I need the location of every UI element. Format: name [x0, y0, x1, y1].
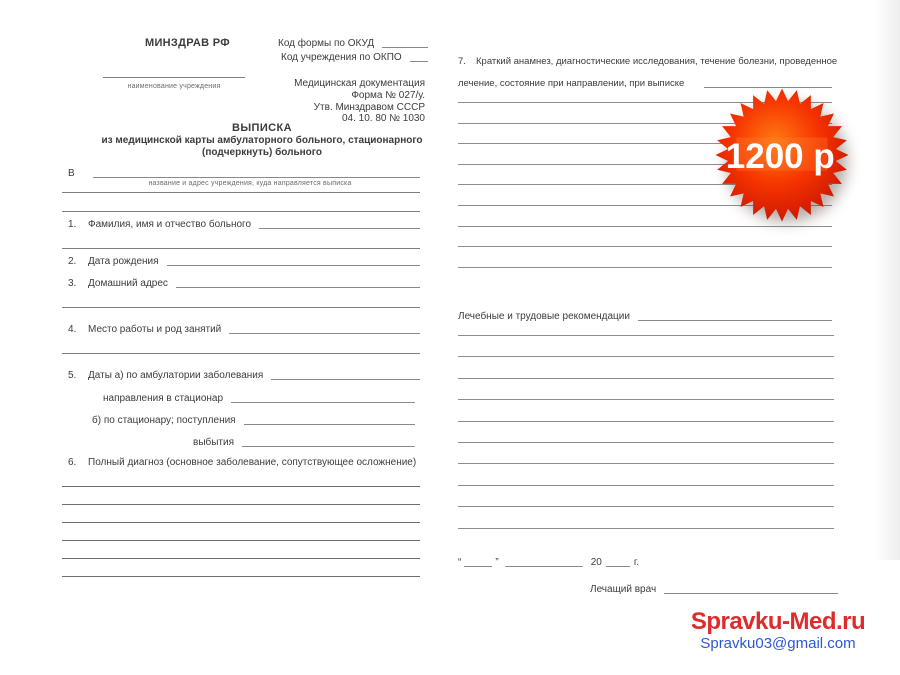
- blank-line: [458, 356, 834, 377]
- item-3-row: [68, 278, 420, 290]
- blank-line: [62, 307, 420, 308]
- item-5-blank-line: [271, 379, 420, 380]
- blank-line: [62, 558, 420, 576]
- institution-blank-line: [103, 77, 245, 78]
- blank-line: [458, 421, 834, 442]
- date-close-quote: ”: [495, 557, 499, 568]
- watermark-site: Spravku-Med.ru: [690, 608, 866, 635]
- item-3-blank-line: [176, 287, 420, 288]
- addressee-row: [68, 168, 420, 180]
- date-row: [458, 556, 738, 569]
- okpo-blank-line: [410, 61, 428, 62]
- item-5-sub3-blank-line: [242, 446, 415, 447]
- blank-line: [458, 506, 834, 527]
- item-5-sub3-label: выбытия: [193, 437, 234, 448]
- doc-classification-block: [268, 78, 425, 125]
- price-badge: [712, 85, 852, 225]
- blank-line: [62, 540, 420, 558]
- item-7-row: [458, 56, 858, 68]
- item-5-sub1-blank-line: [231, 402, 415, 403]
- recommendations-blank-line: [638, 320, 832, 321]
- form-subtitle-1: из медицинской карты амбулаторного больного, стационарного: [101, 135, 423, 146]
- blank-line: [62, 576, 420, 594]
- scan-edge-shadow: [874, 0, 900, 560]
- okpo-label: Код учреждения по ОКПО: [281, 52, 402, 63]
- item-1-number: 1.: [68, 219, 77, 230]
- badge-price-label: 1200 р: [725, 137, 835, 177]
- blank-line: [458, 463, 834, 484]
- item-4-row: [68, 324, 420, 336]
- item-5-sub-row: [103, 393, 415, 405]
- item-7-number: 7.: [458, 56, 466, 67]
- recommendations-row: [458, 311, 832, 323]
- blank-line: [458, 267, 832, 288]
- blank-line: [458, 485, 834, 506]
- item-7-label-line1: Краткий анамнез, диагностические исследования, течение болезни, проведенное: [476, 56, 838, 67]
- doc-line: Форма № 027/у.: [351, 89, 425, 101]
- doctor-row: [590, 584, 838, 596]
- doctor-label: Лечащий врач: [590, 584, 657, 595]
- recommendations-blank-lines: [458, 335, 834, 549]
- form-title: ВЫПИСКА: [232, 122, 292, 134]
- blank-line: [458, 246, 832, 267]
- blank-line: [458, 226, 832, 247]
- blank-line: [458, 378, 834, 399]
- watermark-email: Spravku03@gmail.com: [700, 635, 856, 652]
- recommendations-label: Лечебные и трудовые рекомендации: [458, 311, 630, 322]
- date-year-prefix: 20: [590, 557, 602, 568]
- okpo-row: [281, 52, 428, 64]
- institution-caption: наименование учреждения: [127, 83, 221, 90]
- item-4-number: 4.: [68, 324, 77, 335]
- item-7-label-line2: лечение, состояние при направлении, при выписке: [458, 78, 685, 89]
- date-open-quote: “: [458, 557, 462, 568]
- item-4-label: Место работы и род занятий: [88, 324, 222, 335]
- addressee-prefix: В: [68, 168, 75, 179]
- item-5-sub-row: [193, 437, 415, 449]
- item-4-blank-line: [229, 333, 420, 334]
- item-1-blank-line: [259, 228, 420, 229]
- item-3-label: Домашний адрес: [88, 278, 168, 289]
- item-1-label: Фамилия, имя и отчество больного: [88, 219, 252, 230]
- item-2-blank-line: [167, 265, 420, 266]
- date-year-blank: [606, 556, 630, 567]
- doc-line: Медицинская документация: [294, 78, 425, 89]
- ministry-label: МИНЗДРАВ РФ: [145, 37, 230, 49]
- blank-line: [62, 522, 420, 540]
- item-5-label: Даты а) по амбулатории заболевания: [88, 370, 264, 381]
- doc-line: 04. 10. 80 № 1030: [341, 113, 425, 125]
- blank-line: [458, 335, 834, 356]
- item-5-number: 5.: [68, 370, 77, 381]
- blank-line: [62, 248, 420, 249]
- doctor-signature-blank-line: [664, 593, 838, 594]
- blank-line: [458, 528, 834, 549]
- doc-line: Утв. Минздравом СССР: [313, 101, 425, 113]
- item-2-row: [68, 256, 420, 268]
- okud-label: Код формы по ОКУД: [278, 38, 375, 49]
- blank-line: [62, 192, 420, 193]
- date-year-suffix: г.: [633, 557, 640, 568]
- date-month-blank: [505, 556, 583, 567]
- form-subtitle-2: (подчеркнуть) больного: [202, 147, 322, 158]
- addressee-blank-line: [93, 177, 420, 178]
- blank-line: [62, 504, 420, 522]
- item-6-row: [68, 457, 420, 469]
- item-5-sub2-label: б) по стационару; поступления: [92, 415, 236, 426]
- blank-line: [62, 486, 420, 504]
- item-5-sub2-blank-line: [244, 424, 415, 425]
- okud-row: [278, 38, 428, 50]
- okud-blank-line: [382, 47, 428, 48]
- item-5-row: [68, 370, 420, 382]
- item-5-sub1-label: направления в стационар: [103, 393, 224, 404]
- item-1-row: [68, 219, 420, 231]
- item-5-sub-row: [92, 415, 415, 427]
- date-day-blank: [464, 556, 492, 567]
- addressee-caption: название и адрес учреждения, куда направляется выписка: [148, 180, 352, 187]
- item-3-number: 3.: [68, 278, 77, 289]
- blank-line: [458, 399, 834, 420]
- item-6-number: 6.: [68, 457, 77, 468]
- diagnosis-blank-lines: [62, 486, 420, 594]
- item-6-label: Полный диагноз (основное заболевание, сопутствующее осложнение): [88, 457, 417, 468]
- item-2-number: 2.: [68, 256, 77, 267]
- item-2-label: Дата рождения: [88, 256, 159, 267]
- blank-line: [458, 442, 834, 463]
- blank-line: [62, 211, 420, 212]
- blank-line: [62, 353, 420, 354]
